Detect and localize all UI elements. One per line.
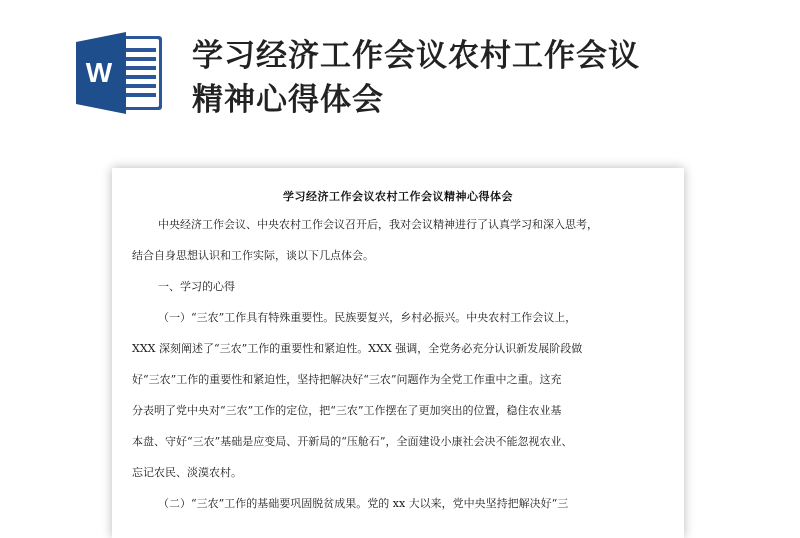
page-title-line-2: 精神心得体会 bbox=[192, 82, 384, 118]
page-title-line-1: 学习经济工作会议农村工作会议 bbox=[192, 38, 640, 74]
document-heading: 一、学习的心得 bbox=[158, 280, 235, 293]
page-title bbox=[192, 34, 772, 122]
word-icon-letter: W bbox=[85, 57, 113, 88]
document-title: 学习经济工作会议农村工作会议精神心得体会 bbox=[283, 190, 513, 203]
document-line: （二）“三农”工作的基础要巩固脱贫成果。党的 xx 大以来，党中央坚持把解决好“三 bbox=[158, 497, 569, 510]
document-line: 分表明了党中央对“三农”工作的定位，把“三农”工作摆在了更加突出的位置，稳住农业基 bbox=[132, 404, 562, 417]
document-line: （一）“三农”工作具有特殊重要性。民族要复兴，乡村必振兴。中央农村工作会议上， bbox=[158, 311, 577, 324]
word-icon bbox=[76, 30, 166, 116]
document-line: 忘记农民、淡漠农村。 bbox=[132, 466, 242, 479]
document-line: 结合自身思想认识和工作实际，谈以下几点体会。 bbox=[132, 249, 374, 262]
document-line: 本盘、守好“三农”基础是应变局、开新局的“压舱石”，全面建设小康社会决不能忽视农业、 bbox=[132, 435, 573, 448]
document-line: 中央经济工作会议、中央农村工作会议召开后，我对会议精神进行了认真学习和深入思考， bbox=[158, 218, 598, 231]
document-page bbox=[112, 168, 684, 538]
document-line: 好“三农”工作的重要性和紧迫性，坚持把解决好“三农”问题作为全党工作重中之重。这充 bbox=[132, 373, 562, 386]
document-line: XXX 深刻阐述了“三农”工作的重要性和紧迫性。XXX 强调，全党务必充分认识新发展阶段做 bbox=[132, 342, 583, 355]
